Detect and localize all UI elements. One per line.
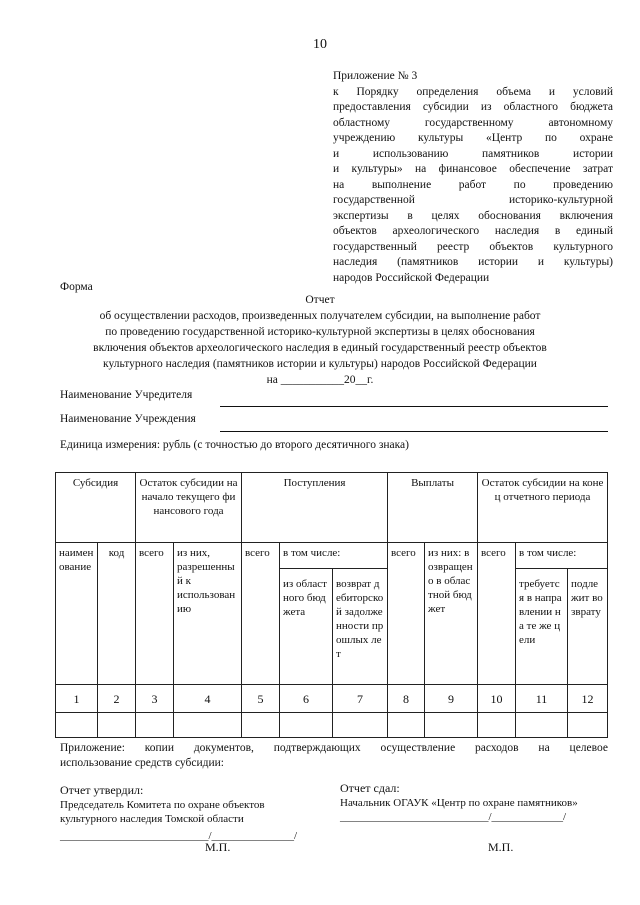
column-number: 7 xyxy=(333,685,388,713)
appendix-line: государственный реестр объектов культурного xyxy=(333,240,613,253)
column-number: 1 xyxy=(56,685,98,713)
report-title xyxy=(0,292,640,388)
header-code: код xyxy=(98,543,136,685)
table-cell[interactable] xyxy=(388,713,425,738)
header-end-balance: Остаток субсидии на конец отчетного периода xyxy=(478,473,608,543)
table-cell[interactable] xyxy=(568,713,608,738)
column-number: 12 xyxy=(568,685,608,713)
founder-label: Наименование Учредителя xyxy=(60,389,193,401)
form-label: Форма xyxy=(60,281,93,293)
unit-label: Единица измерения: рубль (с точностью до второго десятичного знака) xyxy=(60,439,409,451)
appendix-line: Приложение № 3 xyxy=(333,70,418,82)
appendix-line: к Порядку определения объема и условий xyxy=(333,85,613,98)
header-payments: Выплаты xyxy=(388,473,478,543)
appendix-line: народов Российской Федерации xyxy=(333,271,490,284)
header-debt-return: возврат дебиторской задолженности прошлых лет xyxy=(333,569,388,685)
table-cell[interactable] xyxy=(478,713,516,738)
institution-input-line[interactable] xyxy=(220,431,608,432)
header-total: всего xyxy=(136,543,174,685)
table-cell[interactable] xyxy=(516,713,568,738)
note-line: Приложение: копии документов, подтверждающих осуществление расходов на целевое xyxy=(60,742,608,754)
submitted-label: Отчет сдал: xyxy=(340,781,400,795)
appendix-line: государственной историко-культурной xyxy=(333,194,613,206)
title-line: об осуществлении расходов, произведенных получателем субсидии, на выполнение работ xyxy=(99,310,541,322)
approved-label: Отчет утвердил: xyxy=(60,783,144,797)
table-cell[interactable] xyxy=(174,713,242,738)
header-total: всего xyxy=(242,543,280,685)
column-number: 5 xyxy=(242,685,280,713)
header-including: в том числе: xyxy=(280,543,388,569)
title-line: культурного наследия (памятников истории и культуры) народов Российской Федерации xyxy=(103,358,537,370)
approved-stamp: М.П. xyxy=(205,840,231,854)
approved-block xyxy=(60,783,297,843)
title-heading: Отчет xyxy=(305,294,335,306)
appendix-line: учреждению культуры «Центр по охране xyxy=(333,132,613,144)
column-number: 9 xyxy=(425,685,478,713)
appendix-header xyxy=(333,69,613,286)
header-to-return: подлежит возврату xyxy=(568,569,608,685)
submitted-stamp: М.П. xyxy=(488,840,514,854)
table-cell[interactable] xyxy=(280,713,333,738)
header-name: наименование xyxy=(56,543,98,685)
header-subsidy: Субсидия xyxy=(56,473,136,543)
header-including: в том числе: xyxy=(516,543,608,569)
table-cell[interactable] xyxy=(333,713,388,738)
table-cell[interactable] xyxy=(136,713,174,738)
appendix-line: и использованию памятников истории xyxy=(333,147,613,160)
column-number: 6 xyxy=(280,685,333,713)
approved-line: Председатель Комитета по охране объектов xyxy=(60,798,265,811)
note-line: использование средств субсидии: xyxy=(60,757,224,769)
header-same-goals: требуется в направлении на те же цели xyxy=(516,569,568,685)
report-table xyxy=(55,472,608,738)
header-total: всего xyxy=(478,543,516,685)
page-number: 10 xyxy=(313,37,327,52)
header-returned: из них: возвращено в областной бюджет xyxy=(425,543,478,685)
approved-signature-line[interactable]: ___________________________/_______________/ xyxy=(60,829,298,842)
header-allowed: из них, разрешенный к использованию xyxy=(174,543,242,685)
title-line: включения объектов археологического наследия в единый государственный реестр объектов xyxy=(93,342,547,354)
attachment-note xyxy=(60,741,608,771)
date-line: на ___________20__г. xyxy=(266,374,374,386)
header-from-budget: из областного бюджета xyxy=(280,569,333,685)
title-line: по проведению государственной историко-культурной экспертизы в целях обоснования xyxy=(105,326,535,338)
column-number: 10 xyxy=(478,685,516,713)
column-number: 8 xyxy=(388,685,425,713)
header-receipts: Поступления xyxy=(242,473,388,543)
founder-input-line[interactable] xyxy=(220,406,608,407)
table-cell[interactable] xyxy=(425,713,478,738)
appendix-line: предоставления субсидии из областного бюджета xyxy=(333,101,613,113)
appendix-line: областному государственному автономному xyxy=(333,116,613,129)
column-number: 2 xyxy=(98,685,136,713)
table-cell[interactable] xyxy=(56,713,98,738)
appendix-line: наследия (памятников истории и культуры) xyxy=(333,256,613,268)
appendix-line: экспертизы в целях обоснования включения xyxy=(333,209,613,222)
approved-line: культурного наследия Томской области xyxy=(60,813,244,825)
appendix-line: на выполнение работ по проведению xyxy=(333,178,613,191)
institution-label: Наименование Учреждения xyxy=(60,413,196,425)
column-number: 4 xyxy=(174,685,242,713)
table-cell[interactable] xyxy=(98,713,136,738)
submitted-signature-line[interactable]: ___________________________/_____________/ xyxy=(340,811,567,823)
header-total: всего xyxy=(388,543,425,685)
column-number: 11 xyxy=(516,685,568,713)
table-cell[interactable] xyxy=(242,713,280,738)
table-row xyxy=(56,713,608,738)
appendix-line: и культуры» на финансовое обеспечение затрат xyxy=(333,163,613,175)
submitted-line: Начальник ОГАУК «Центр по охране памятников» xyxy=(340,796,578,809)
appendix-line: объектов археологического наследия в единый xyxy=(333,225,613,237)
header-start-balance: Остаток субсидии на начало текущего финансового года xyxy=(136,473,242,543)
submitted-block xyxy=(340,781,578,825)
column-number: 3 xyxy=(136,685,174,713)
